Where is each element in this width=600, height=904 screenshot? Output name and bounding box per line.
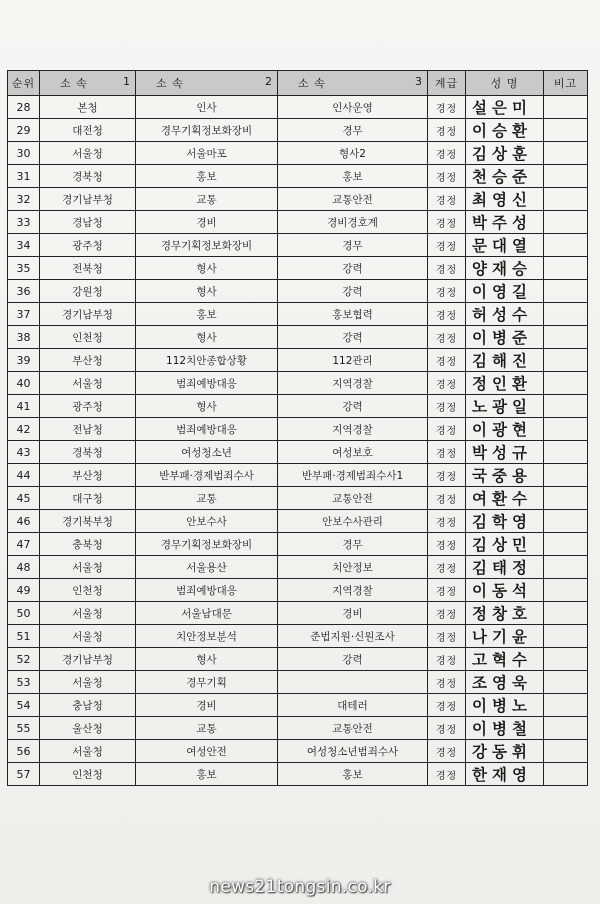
affiliation-2-cell: 인사 — [136, 96, 278, 119]
grade-cell: 경정 — [428, 165, 466, 188]
affiliation-1-cell: 서울청 — [40, 740, 136, 763]
affiliation-3-cell: 경비 — [278, 602, 428, 625]
affiliation-1-cell: 서울청 — [40, 142, 136, 165]
rank-cell: 39 — [8, 349, 40, 372]
table-row — [8, 671, 588, 694]
rank-cell: 57 — [8, 763, 40, 786]
table-row — [8, 280, 588, 303]
table-row — [8, 625, 588, 648]
note-cell — [544, 418, 588, 441]
name-cell: 이영길 — [466, 280, 544, 303]
affiliation-1-cell: 울산청 — [40, 717, 136, 740]
affiliation-1-cell: 경기남부청 — [40, 303, 136, 326]
affiliation-3-cell: 여성보호 — [278, 441, 428, 464]
note-cell — [544, 303, 588, 326]
table-row — [8, 211, 588, 234]
grade-cell: 경정 — [428, 602, 466, 625]
affiliation-3-cell: 경무 — [278, 533, 428, 556]
affiliation-3-cell: 지역경찰 — [278, 579, 428, 602]
header-affiliation-1-num: 1 — [123, 75, 131, 88]
name-cell: 정창호 — [466, 602, 544, 625]
note-cell — [544, 533, 588, 556]
rank-cell: 46 — [8, 510, 40, 533]
affiliation-1-cell: 경기북부청 — [40, 510, 136, 533]
table-row — [8, 694, 588, 717]
affiliation-3-cell: 홍보 — [278, 763, 428, 786]
grade-cell: 경정 — [428, 188, 466, 211]
name-cell: 천승준 — [466, 165, 544, 188]
table-header-row — [8, 71, 588, 96]
affiliation-2-cell: 경비 — [136, 211, 278, 234]
grade-cell: 경정 — [428, 464, 466, 487]
note-cell — [544, 165, 588, 188]
affiliation-1-cell: 서울청 — [40, 671, 136, 694]
affiliation-2-cell: 범죄예방대응 — [136, 579, 278, 602]
affiliation-3-cell: 강력 — [278, 280, 428, 303]
grade-cell: 경정 — [428, 349, 466, 372]
name-cell: 이광현 — [466, 418, 544, 441]
header-affiliation-3 — [278, 71, 428, 96]
affiliation-3-cell: 경비경호계 — [278, 211, 428, 234]
affiliation-3-cell: 치안정보 — [278, 556, 428, 579]
note-cell — [544, 188, 588, 211]
affiliation-1-cell: 경북청 — [40, 441, 136, 464]
affiliation-3-cell: 경무 — [278, 234, 428, 257]
name-cell: 김태정 — [466, 556, 544, 579]
roster-table — [7, 70, 588, 786]
table-row — [8, 165, 588, 188]
grade-cell: 경정 — [428, 211, 466, 234]
note-cell — [544, 487, 588, 510]
note-cell — [544, 671, 588, 694]
rank-cell: 54 — [8, 694, 40, 717]
grade-cell: 경정 — [428, 418, 466, 441]
note-cell — [544, 510, 588, 533]
table-row — [8, 349, 588, 372]
affiliation-1-cell: 광주청 — [40, 234, 136, 257]
name-cell: 김상민 — [466, 533, 544, 556]
grade-cell: 경정 — [428, 648, 466, 671]
note-cell — [544, 142, 588, 165]
name-cell: 김해진 — [466, 349, 544, 372]
rank-cell: 44 — [8, 464, 40, 487]
table-row — [8, 395, 588, 418]
affiliation-2-cell: 서울마포 — [136, 142, 278, 165]
affiliation-1-cell: 전북청 — [40, 257, 136, 280]
affiliation-1-cell: 전남청 — [40, 418, 136, 441]
grade-cell: 경정 — [428, 257, 466, 280]
rank-cell: 34 — [8, 234, 40, 257]
header-affiliation-3-num: 3 — [415, 75, 423, 88]
table-row — [8, 533, 588, 556]
name-cell: 설은미 — [466, 96, 544, 119]
affiliation-2-cell: 범죄예방대응 — [136, 372, 278, 395]
note-cell — [544, 579, 588, 602]
affiliation-2-cell: 경무기획정보화장비 — [136, 119, 278, 142]
rank-cell: 41 — [8, 395, 40, 418]
name-cell: 최영신 — [466, 188, 544, 211]
rank-cell: 48 — [8, 556, 40, 579]
rank-cell: 53 — [8, 671, 40, 694]
header-affiliation-2 — [136, 71, 278, 96]
table-row — [8, 717, 588, 740]
grade-cell: 경정 — [428, 579, 466, 602]
table-row — [8, 556, 588, 579]
note-cell — [544, 234, 588, 257]
rank-cell: 37 — [8, 303, 40, 326]
header-grade: 계급 — [428, 71, 466, 96]
affiliation-1-cell: 충남청 — [40, 694, 136, 717]
header-note: 비고 — [544, 71, 588, 96]
name-cell: 국중용 — [466, 464, 544, 487]
grade-cell: 경정 — [428, 533, 466, 556]
name-cell: 이승환 — [466, 119, 544, 142]
grade-cell: 경정 — [428, 395, 466, 418]
note-cell — [544, 763, 588, 786]
header-rank: 순위 — [8, 71, 40, 96]
note-cell — [544, 625, 588, 648]
note-cell — [544, 96, 588, 119]
table-row — [8, 441, 588, 464]
affiliation-1-cell: 서울청 — [40, 372, 136, 395]
name-cell: 문대열 — [466, 234, 544, 257]
rank-cell: 51 — [8, 625, 40, 648]
affiliation-2-cell: 경무기획정보화장비 — [136, 533, 278, 556]
note-cell — [544, 602, 588, 625]
table-row — [8, 119, 588, 142]
grade-cell: 경정 — [428, 717, 466, 740]
grade-cell: 경정 — [428, 510, 466, 533]
rank-cell: 56 — [8, 740, 40, 763]
table-row — [8, 648, 588, 671]
site-watermark: news21tongsin.co.kr — [209, 877, 391, 897]
name-cell: 이병노 — [466, 694, 544, 717]
name-cell: 허성수 — [466, 303, 544, 326]
affiliation-1-cell: 인천청 — [40, 579, 136, 602]
name-cell: 나기윤 — [466, 625, 544, 648]
affiliation-2-cell: 여성안전 — [136, 740, 278, 763]
grade-cell: 경정 — [428, 234, 466, 257]
name-cell: 강동휘 — [466, 740, 544, 763]
name-cell: 양재승 — [466, 257, 544, 280]
rank-cell: 36 — [8, 280, 40, 303]
affiliation-2-cell: 치안정보분석 — [136, 625, 278, 648]
affiliation-1-cell: 경기남부청 — [40, 188, 136, 211]
grade-cell: 경정 — [428, 487, 466, 510]
affiliation-3-cell: 강력 — [278, 257, 428, 280]
name-cell: 김학영 — [466, 510, 544, 533]
affiliation-2-cell: 서울용산 — [136, 556, 278, 579]
affiliation-1-cell: 경기남부청 — [40, 648, 136, 671]
name-cell: 김상훈 — [466, 142, 544, 165]
affiliation-3-cell: 반부패·경제범죄수사1 — [278, 464, 428, 487]
affiliation-1-cell: 광주청 — [40, 395, 136, 418]
affiliation-2-cell: 교통 — [136, 188, 278, 211]
rank-cell: 32 — [8, 188, 40, 211]
affiliation-2-cell: 형사 — [136, 280, 278, 303]
note-cell — [544, 326, 588, 349]
affiliation-1-cell: 서울청 — [40, 556, 136, 579]
rank-cell: 55 — [8, 717, 40, 740]
rank-cell: 50 — [8, 602, 40, 625]
affiliation-2-cell: 형사 — [136, 326, 278, 349]
name-cell: 이병준 — [466, 326, 544, 349]
affiliation-1-cell: 대구청 — [40, 487, 136, 510]
note-cell — [544, 280, 588, 303]
table-row — [8, 487, 588, 510]
grade-cell: 경정 — [428, 303, 466, 326]
grade-cell: 경정 — [428, 625, 466, 648]
grade-cell: 경정 — [428, 372, 466, 395]
grade-cell: 경정 — [428, 326, 466, 349]
affiliation-3-cell: 홍보협력 — [278, 303, 428, 326]
rank-cell: 38 — [8, 326, 40, 349]
affiliation-3-cell: 인사운영 — [278, 96, 428, 119]
affiliation-1-cell: 부산청 — [40, 349, 136, 372]
affiliation-2-cell: 형사 — [136, 395, 278, 418]
affiliation-2-cell: 여성청소년 — [136, 441, 278, 464]
affiliation-3-cell — [278, 671, 428, 694]
table-row — [8, 372, 588, 395]
roster-body — [8, 96, 588, 786]
grade-cell: 경정 — [428, 96, 466, 119]
affiliation-1-cell: 충북청 — [40, 533, 136, 556]
table-row — [8, 96, 588, 119]
note-cell — [544, 464, 588, 487]
grade-cell: 경정 — [428, 694, 466, 717]
affiliation-3-cell: 홍보 — [278, 165, 428, 188]
affiliation-2-cell: 형사 — [136, 257, 278, 280]
table-row — [8, 579, 588, 602]
table-row — [8, 234, 588, 257]
name-cell: 박주성 — [466, 211, 544, 234]
affiliation-2-cell: 홍보 — [136, 763, 278, 786]
table-row — [8, 257, 588, 280]
note-cell — [544, 257, 588, 280]
grade-cell: 경정 — [428, 740, 466, 763]
grade-cell: 경정 — [428, 441, 466, 464]
rank-cell: 42 — [8, 418, 40, 441]
affiliation-2-cell: 반부패·경제범죄수사 — [136, 464, 278, 487]
rank-cell: 47 — [8, 533, 40, 556]
affiliation-3-cell: 강력 — [278, 395, 428, 418]
grade-cell: 경정 — [428, 280, 466, 303]
table-row — [8, 464, 588, 487]
rank-cell: 29 — [8, 119, 40, 142]
rank-cell: 45 — [8, 487, 40, 510]
affiliation-3-cell: 교통안전 — [278, 717, 428, 740]
affiliation-3-cell: 지역경찰 — [278, 418, 428, 441]
note-cell — [544, 395, 588, 418]
table-row — [8, 418, 588, 441]
note-cell — [544, 556, 588, 579]
affiliation-2-cell: 홍보 — [136, 165, 278, 188]
table-row — [8, 510, 588, 533]
affiliation-3-cell: 대테러 — [278, 694, 428, 717]
affiliation-3-cell: 여성청소년범죄수사 — [278, 740, 428, 763]
roster-table-wrap — [7, 70, 587, 786]
note-cell — [544, 349, 588, 372]
rank-cell: 43 — [8, 441, 40, 464]
affiliation-1-cell: 경북청 — [40, 165, 136, 188]
name-cell: 조영욱 — [466, 671, 544, 694]
grade-cell: 경정 — [428, 142, 466, 165]
affiliation-2-cell: 홍보 — [136, 303, 278, 326]
affiliation-3-cell: 지역경찰 — [278, 372, 428, 395]
affiliation-2-cell: 교통 — [136, 717, 278, 740]
rank-cell: 52 — [8, 648, 40, 671]
header-affiliation-2-num: 2 — [265, 75, 273, 88]
rank-cell: 31 — [8, 165, 40, 188]
name-cell: 이병철 — [466, 717, 544, 740]
affiliation-2-cell: 범죄예방대응 — [136, 418, 278, 441]
header-affiliation-3-label: 소 속 — [298, 77, 326, 90]
affiliation-3-cell: 교통안전 — [278, 487, 428, 510]
note-cell — [544, 441, 588, 464]
affiliation-3-cell: 준법지원·신원조사 — [278, 625, 428, 648]
name-cell: 여환수 — [466, 487, 544, 510]
table-row — [8, 740, 588, 763]
affiliation-1-cell: 부산청 — [40, 464, 136, 487]
affiliation-2-cell: 형사 — [136, 648, 278, 671]
affiliation-2-cell: 경무기획 — [136, 671, 278, 694]
rank-cell: 49 — [8, 579, 40, 602]
affiliation-2-cell: 안보수사 — [136, 510, 278, 533]
table-row — [8, 188, 588, 211]
note-cell — [544, 648, 588, 671]
affiliation-3-cell: 112관리 — [278, 349, 428, 372]
name-cell: 정인환 — [466, 372, 544, 395]
name-cell: 한재영 — [466, 763, 544, 786]
affiliation-1-cell: 인천청 — [40, 763, 136, 786]
grade-cell: 경정 — [428, 119, 466, 142]
affiliation-1-cell: 강원청 — [40, 280, 136, 303]
grade-cell: 경정 — [428, 671, 466, 694]
affiliation-3-cell: 교통안전 — [278, 188, 428, 211]
affiliation-1-cell: 대전청 — [40, 119, 136, 142]
affiliation-2-cell: 교통 — [136, 487, 278, 510]
grade-cell: 경정 — [428, 763, 466, 786]
rank-cell: 40 — [8, 372, 40, 395]
note-cell — [544, 694, 588, 717]
table-row — [8, 763, 588, 786]
name-cell: 박성규 — [466, 441, 544, 464]
table-row — [8, 303, 588, 326]
header-affiliation-1-label: 소 속 — [60, 77, 88, 90]
note-cell — [544, 372, 588, 395]
affiliation-1-cell: 본청 — [40, 96, 136, 119]
affiliation-1-cell: 인천청 — [40, 326, 136, 349]
name-cell: 노광일 — [466, 395, 544, 418]
table-row — [8, 602, 588, 625]
rank-cell: 30 — [8, 142, 40, 165]
affiliation-3-cell: 형사2 — [278, 142, 428, 165]
table-row — [8, 142, 588, 165]
name-cell: 고혁수 — [466, 648, 544, 671]
grade-cell: 경정 — [428, 556, 466, 579]
rank-cell: 35 — [8, 257, 40, 280]
note-cell — [544, 717, 588, 740]
affiliation-3-cell: 강력 — [278, 648, 428, 671]
note-cell — [544, 119, 588, 142]
name-cell: 이동석 — [466, 579, 544, 602]
table-row — [8, 326, 588, 349]
rank-cell: 33 — [8, 211, 40, 234]
header-name: 성 명 — [466, 71, 544, 96]
rank-cell: 28 — [8, 96, 40, 119]
affiliation-1-cell: 경남청 — [40, 211, 136, 234]
note-cell — [544, 740, 588, 763]
header-affiliation-1 — [40, 71, 136, 96]
affiliation-3-cell: 안보수사관리 — [278, 510, 428, 533]
header-affiliation-2-label: 소 속 — [156, 77, 184, 90]
affiliation-3-cell: 경무 — [278, 119, 428, 142]
affiliation-1-cell: 서울청 — [40, 625, 136, 648]
affiliation-2-cell: 경무기획정보화장비 — [136, 234, 278, 257]
affiliation-2-cell: 경비 — [136, 694, 278, 717]
affiliation-2-cell: 112치안종합상황 — [136, 349, 278, 372]
affiliation-2-cell: 서울남대문 — [136, 602, 278, 625]
note-cell — [544, 211, 588, 234]
affiliation-1-cell: 서울청 — [40, 602, 136, 625]
affiliation-3-cell: 강력 — [278, 326, 428, 349]
